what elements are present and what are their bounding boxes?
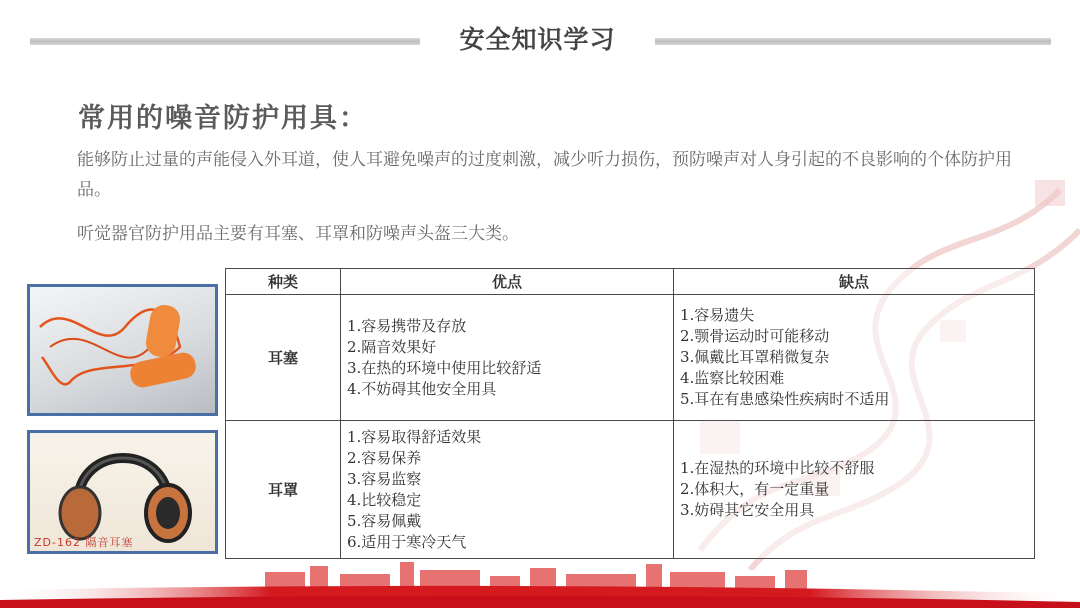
- table-row-earmuff: [226, 421, 1035, 559]
- list-item: 1.容易携带及存放: [347, 316, 467, 335]
- kind-earplug: 耳塞: [226, 295, 341, 421]
- page-title: 安全知识学习: [459, 25, 616, 54]
- header-kind: 种类: [226, 269, 341, 295]
- pros-earplug: [341, 295, 674, 421]
- list-item: 3.佩戴比耳罩稍微复杂: [680, 348, 830, 366]
- list-item: 4.不妨碍其他安全用具: [347, 379, 497, 398]
- list-item: 1.在湿热的环境中比较不舒服: [680, 459, 875, 477]
- list-item: 4.比较稳定: [347, 490, 422, 509]
- list-item: 4.监察比较困难: [680, 369, 785, 387]
- kind-earmuff: 耳罩: [226, 421, 341, 559]
- table-row-earplug: [226, 295, 1035, 421]
- cons-earplug: [674, 295, 1035, 421]
- category-paragraph: 听觉器官防护用品主要有耳塞、耳罩和防噪声头盔三大类。: [77, 224, 519, 244]
- section-title: 常用的噪音防护用具：: [78, 103, 368, 134]
- intro-paragraph: 能够防止过量的声能侵入外耳道，使人耳避免噪声的过度刺激，减少听力损伤，预防噪声对人身引起的不良影响的个体防护用品。: [77, 150, 1012, 200]
- list-item: 2.容易保养: [347, 448, 422, 467]
- list-item: 1.容易遗失: [680, 306, 755, 324]
- list-item: 2.颚骨运动时可能移动: [680, 327, 830, 345]
- list-item: 3.在热的环境中使用比较舒适: [347, 358, 542, 377]
- list-item: 3.容易监察: [347, 469, 422, 488]
- list-item: 5.容易佩戴: [347, 511, 422, 530]
- earplug-photo: [27, 284, 218, 416]
- earmuff-caption: ZD-162 隔音耳塞: [34, 536, 134, 549]
- earplug-illustration-icon: [30, 287, 215, 413]
- header-line-right: [655, 38, 1051, 45]
- cons-earmuff: [674, 421, 1035, 559]
- pros-earmuff: [341, 421, 674, 559]
- list-item: 3.妨碍其它安全用具: [680, 501, 815, 519]
- footer-skyline-band: [0, 560, 1080, 608]
- list-item: 2.隔音效果好: [347, 337, 437, 356]
- header-line-left: [30, 38, 420, 45]
- header-bar: [0, 0, 1080, 70]
- earmuff-photo: [27, 430, 218, 554]
- comparison-table: [225, 268, 1035, 559]
- list-item: 2.体积大，有一定重量: [680, 480, 830, 498]
- list-item: 5.耳在有患感染性疾病时不适用: [680, 390, 890, 408]
- list-item: 1.容易取得舒适效果: [347, 427, 482, 446]
- list-item: 6.适用于寒冷天气: [347, 532, 467, 551]
- table-header-row: [226, 269, 1035, 295]
- header-cons: 缺点: [674, 269, 1035, 295]
- header-pros: 优点: [341, 269, 674, 295]
